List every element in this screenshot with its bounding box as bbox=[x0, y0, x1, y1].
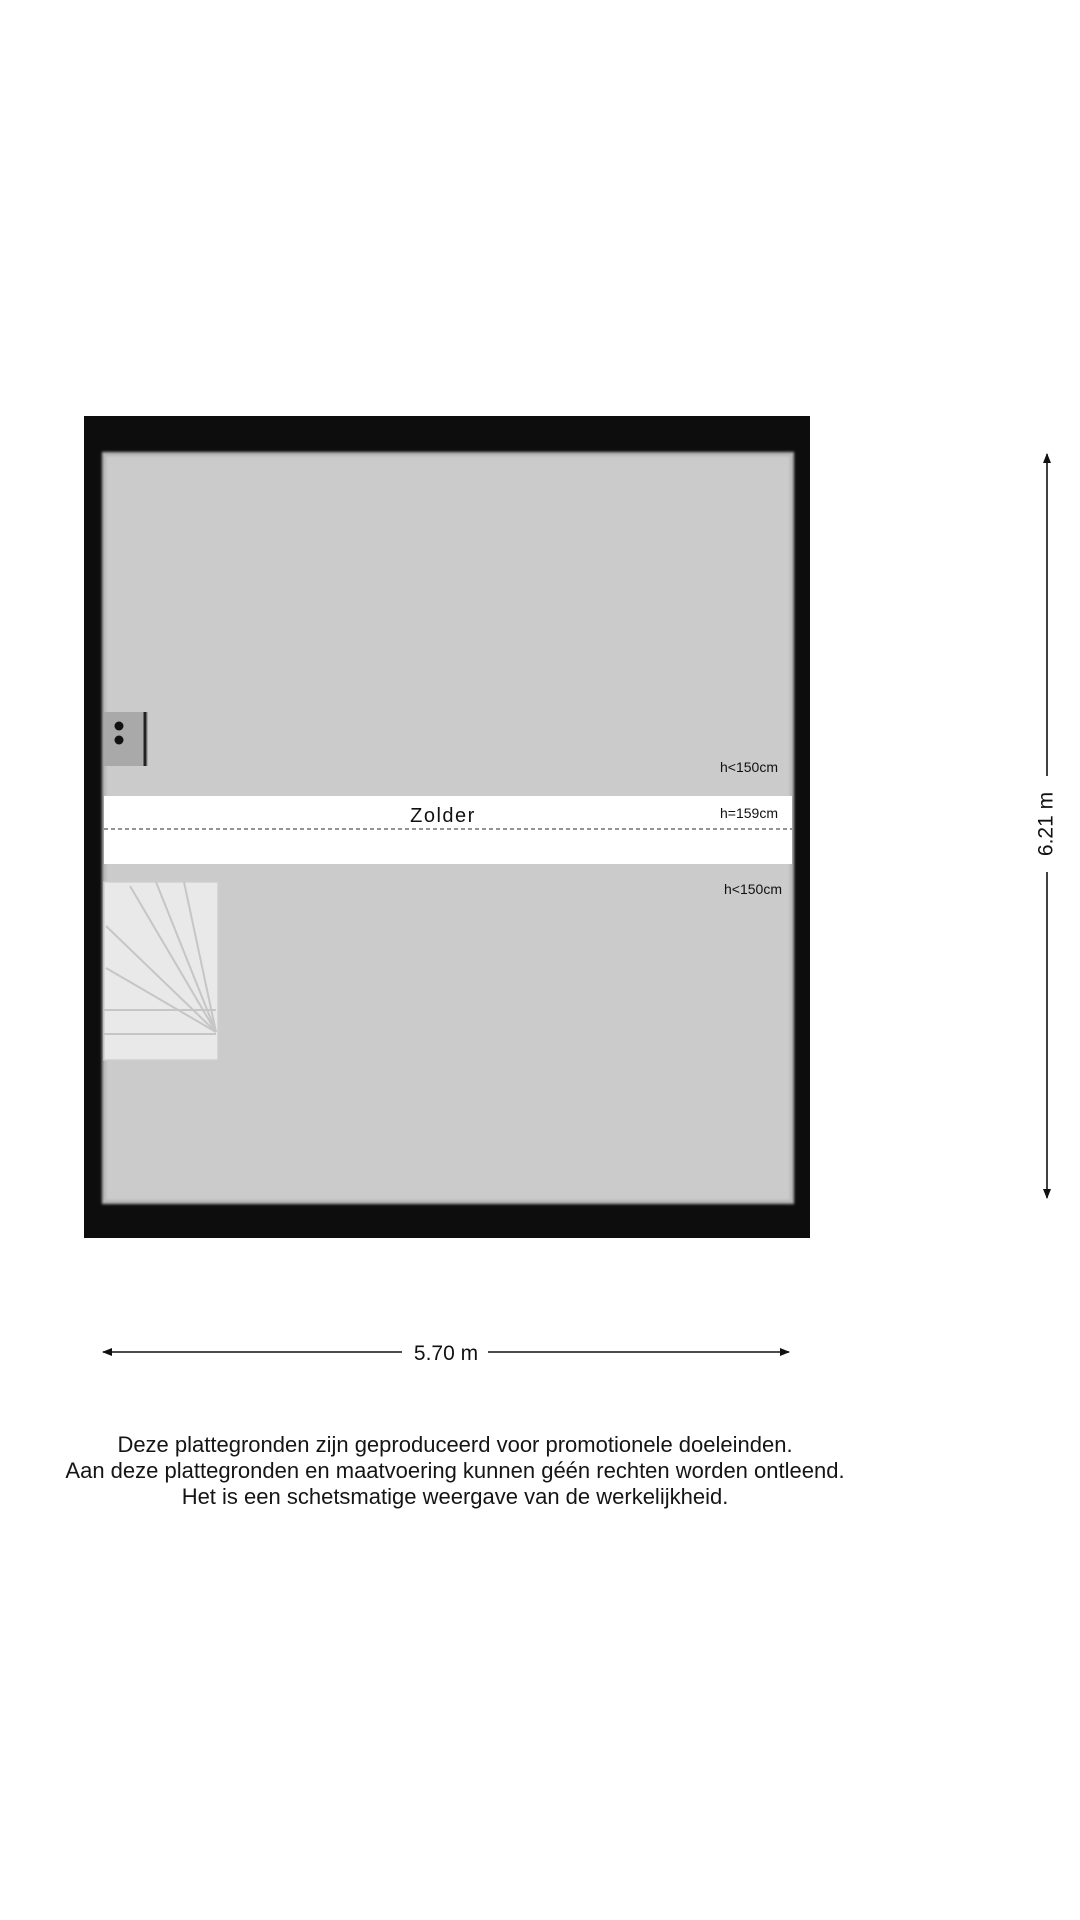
depth-dimension-label: 6.21 m bbox=[1034, 791, 1058, 857]
width-dimension bbox=[103, 1342, 789, 1365]
height-label-upper: h<150cm bbox=[720, 759, 778, 775]
depth-dimension bbox=[1035, 454, 1058, 1198]
room-label: Zolder bbox=[410, 805, 476, 827]
vent-unit bbox=[104, 712, 148, 766]
disclaimer-line-1: Deze plattegronden zijn geproduceerd voor promotionele doeleinden. bbox=[117, 1432, 793, 1457]
width-dimension-label: 5.70 m bbox=[413, 1342, 479, 1365]
disclaimer bbox=[0, 1432, 910, 1510]
disclaimer-line-3: Het is een schetsmatige weergave van de werkelijkheid. bbox=[181, 1484, 729, 1509]
vent-hole-top bbox=[115, 722, 124, 731]
height-label-lower: h<150cm bbox=[724, 881, 782, 897]
vent-hole-bottom bbox=[115, 736, 124, 745]
staircase bbox=[104, 882, 218, 1060]
disclaimer-line-2: Aan deze plattegronden en maatvoering kunnen géén rechten worden ontleend. bbox=[65, 1458, 845, 1483]
height-label-ridge: h=159cm bbox=[720, 805, 778, 821]
